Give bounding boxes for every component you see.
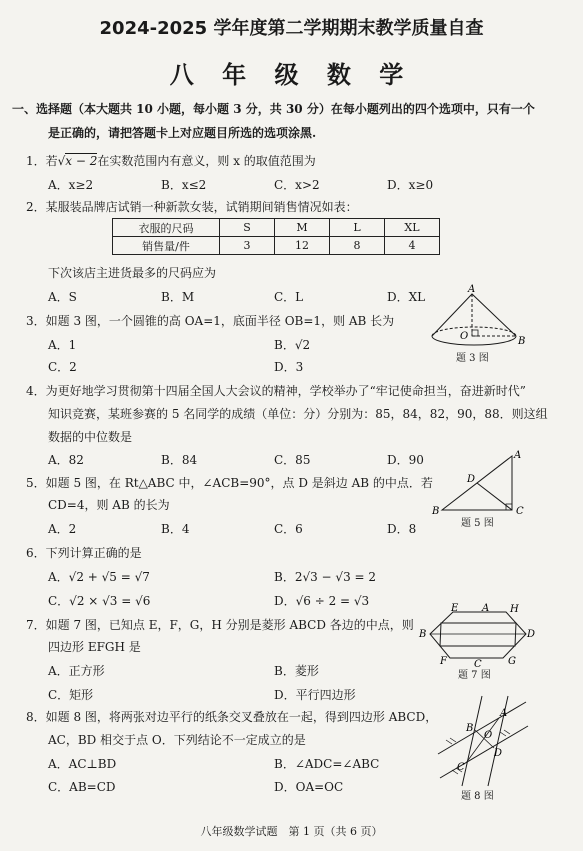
section-heading: 一、选择题（本大题共 10 小题，每小题 3 分，共 30 分）在每小题列出的四个选项中，只有一个 xyxy=(12,102,535,116)
q7-fig-caption: 题 7 图 xyxy=(458,670,491,681)
q3-stem: 3．如题 3 图，一个圆锥的高 OA=1，底面半径 OB=1，则 AB 长为 xyxy=(26,314,395,328)
q1-stem-prefix: 1．若 xyxy=(26,154,58,168)
label-f: F xyxy=(440,656,447,667)
q5-option-a: A．2 xyxy=(48,522,77,536)
rhombus-abcd xyxy=(430,612,526,658)
rhombus-figure xyxy=(418,603,536,670)
q2-stem: 2．某服装品牌店试销一种新款女装，试销期间销售情况如表： xyxy=(26,200,358,214)
q2-option-d: D．XL xyxy=(387,290,426,304)
cone-base-front xyxy=(432,336,516,345)
table-cell: 4 xyxy=(385,237,440,255)
label-b: B xyxy=(518,336,526,347)
q4-option-c: C．85 xyxy=(274,453,311,467)
q7-option-d: D．平行四边形 xyxy=(274,688,356,702)
label-a: A xyxy=(468,284,476,295)
table-cell: 衣服的尺码 xyxy=(113,219,220,237)
q5-option-c: C．6 xyxy=(274,522,303,536)
q2-option-b: B．M xyxy=(161,290,195,304)
label-h: H xyxy=(510,604,519,615)
q6-option-d: D．√6 ÷ 2 = √3 xyxy=(274,594,370,608)
q8-option-d: D．OA=OC xyxy=(274,780,344,794)
q4-stem-line2: 知识竞赛，某班参赛的 5 名同学的成绩（单位：分）分别为：85，84，82，90，88．则这组 xyxy=(48,407,548,421)
table-cell: 8 xyxy=(330,237,385,255)
label-c: C xyxy=(457,762,465,773)
section-heading-cont: 是正确的，请把答题卡上对应题目所选的选项涂黑. xyxy=(48,126,317,140)
q3-option-c: C．2 xyxy=(48,360,77,374)
exam-title: 2024-2025 学年度第二学期期末教学质量自查 xyxy=(99,18,484,39)
q1-option-a: A．x≥2 xyxy=(48,178,94,192)
q1-option-d: D．x≥0 xyxy=(387,178,434,192)
q7-stem-line2: 四边形 EFGH 是 xyxy=(48,640,141,654)
q7-option-a: A．正方形 xyxy=(48,664,105,678)
label-a: A xyxy=(482,603,490,614)
table-cell: S xyxy=(220,219,275,237)
table-row xyxy=(113,219,440,237)
q4-stem-line3: 数据的中位数是 xyxy=(48,430,133,444)
label-b: B xyxy=(432,506,440,517)
q5-option-d: D．8 xyxy=(387,522,417,536)
triangle-figure xyxy=(430,448,530,518)
q6-option-a: A．√2 + √5 = √7 xyxy=(48,570,150,584)
strip2-edge1 xyxy=(462,696,482,786)
q4-stem-line1: 4．为更好地学习贯彻第十四届全国人大会议的精神，学校举办了“牢记使命担当，奋进新时代” xyxy=(26,384,526,398)
q5-option-b: B．4 xyxy=(161,522,190,536)
q3-fig-caption: 题 3 图 xyxy=(456,353,489,364)
label-d: D xyxy=(527,629,536,640)
q8-option-b: B．∠ADC=∠ABC xyxy=(274,757,380,771)
q5-fig-caption: 题 5 图 xyxy=(461,518,494,529)
q2-follow: 下次该店主进货最多的尺码应为 xyxy=(48,266,217,280)
subject-title: 八 年 级 数 学 xyxy=(169,61,414,89)
q7-option-c: C．矩形 xyxy=(48,688,94,702)
q3-option-b: B．√2 xyxy=(274,338,311,352)
cone-base-back xyxy=(432,327,516,336)
q8-option-c: C．AB=CD xyxy=(48,780,116,794)
label-e: E xyxy=(451,603,459,614)
label-o: O xyxy=(484,730,493,741)
label-d: D xyxy=(467,474,476,485)
sqrt-symbol: √ xyxy=(57,154,66,168)
label-c: C xyxy=(516,506,524,517)
q1-option-b: B．x≤2 xyxy=(161,178,207,192)
label-c: C xyxy=(474,659,482,670)
q8-option-a: A．AC⊥BD xyxy=(48,757,117,771)
strip1-edge1 xyxy=(438,702,526,754)
q4-option-a: A．82 xyxy=(48,453,84,467)
strips-figure xyxy=(430,692,535,790)
label-g: G xyxy=(508,656,516,667)
q3-option-d: D．3 xyxy=(274,360,304,374)
sales-table xyxy=(112,218,440,255)
q5-stem-line1: 5．如题 5 图，在 Rt△ABC 中，∠ACB=90°，点 D 是斜边 AB 的中点．若 xyxy=(26,476,433,490)
q3-option-a: A．1 xyxy=(48,338,77,352)
q4-option-b: B．84 xyxy=(161,453,198,467)
table-cell: 3 xyxy=(220,237,275,255)
right-angle-mark xyxy=(472,330,478,336)
table-cell: M xyxy=(275,219,330,237)
q2-option-c: C．L xyxy=(274,290,304,304)
quadrilateral-efgh xyxy=(440,623,516,646)
q8-stem-line2: AC，BD 相交于点 O．下列结论不一定成立的是 xyxy=(48,733,306,747)
q5-stem-line2: CD=4，则 AB 的长为 xyxy=(48,498,170,512)
label-b: B xyxy=(419,629,427,640)
q6-option-b: B．2√3 − √3 = 2 xyxy=(274,570,377,584)
table-cell: 销售量/件 xyxy=(113,237,220,255)
q1-stem-suffix: 在实数范围内有意义，则 x 的取值范围为 xyxy=(97,154,316,168)
table-cell: XL xyxy=(385,219,440,237)
q6-stem: 6．下列计算正确的是 xyxy=(26,546,142,560)
q1-radicand: x − 2 xyxy=(65,154,98,168)
q7-option-b: B．菱形 xyxy=(274,664,319,678)
q2-option-a: A．S xyxy=(48,290,77,304)
table-row xyxy=(113,237,440,255)
q4-option-d: D．90 xyxy=(387,453,424,467)
label-d: D xyxy=(494,748,503,759)
q6-option-c: C．√2 × √3 = √6 xyxy=(48,594,151,608)
q7-stem-line1: 7．如题 7 图，已知点 E，F，G，H 分别是菱形 ABCD 各边的中点，则 xyxy=(26,618,414,632)
table-cell: 12 xyxy=(275,237,330,255)
median-cd xyxy=(477,483,512,510)
label-b: B xyxy=(466,723,474,734)
label-a: A xyxy=(500,708,508,719)
q1-option-c: C．x>2 xyxy=(274,178,320,192)
label-o: O xyxy=(460,331,469,342)
q8-fig-caption: 题 8 图 xyxy=(461,791,494,802)
table-cell: L xyxy=(330,219,385,237)
label-a: A xyxy=(514,450,522,461)
q8-stem-line1: 8．如题 8 图，将两张对边平行的纸条交叉叠放在一起，得到四边形 ABCD， xyxy=(26,710,438,724)
q1-stem xyxy=(26,154,316,169)
page-footer: 八年级数学试题 第 1 页（共 6 页） xyxy=(200,825,383,838)
